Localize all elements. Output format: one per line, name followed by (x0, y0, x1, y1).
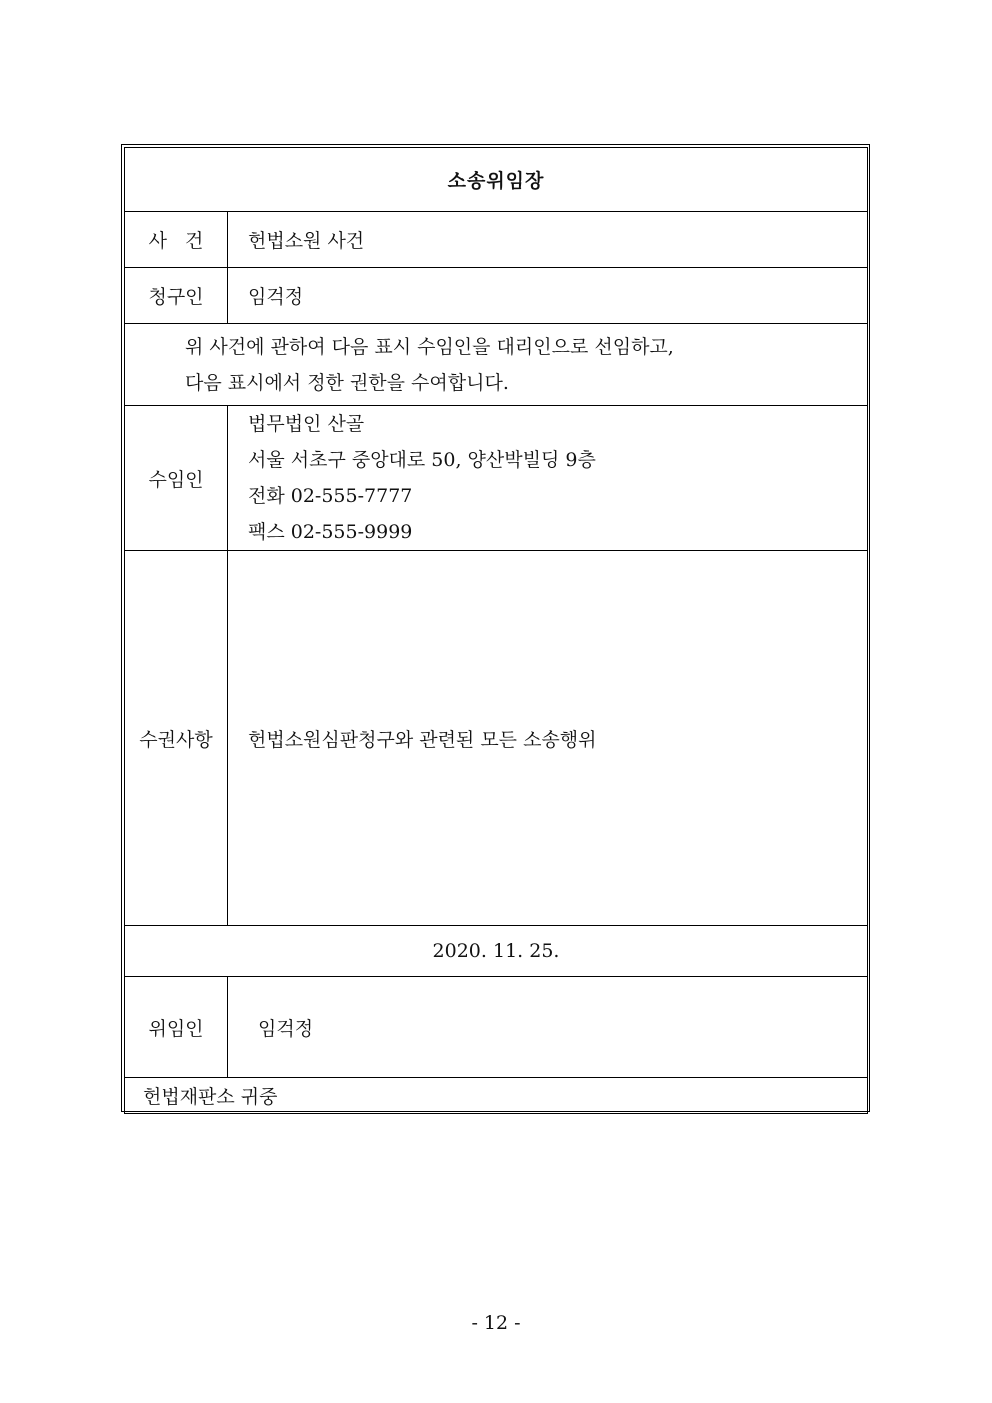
authority-value: 헌법소원심판청구와 관련된 모든 소송행위 (228, 551, 868, 926)
grantor-value: 임걱정 (228, 977, 868, 1078)
attorney-details (228, 406, 868, 551)
claimant-label: 청구인 (125, 268, 228, 324)
grantor-label: 위임인 (125, 977, 228, 1078)
attorney-label: 수임인 (125, 406, 228, 551)
power-of-attorney-form (124, 147, 868, 1114)
attorney-phone: 전화 02-555-7777 (248, 485, 413, 507)
claimant-value: 임걱정 (228, 268, 868, 324)
court-addressee: 헌법재판소 귀중 (125, 1078, 868, 1114)
intro-text (125, 324, 868, 406)
intro-line: 다음 표시에서 정한 권한을 수여합니다. (185, 371, 509, 394)
attorney-address: 서울 서초구 중앙대로 50, 양산박빌딩 9층 (248, 449, 596, 471)
intro-line: 위 사건에 관하여 다음 표시 수임인을 대리인으로 선임하고, (185, 335, 674, 358)
attorney-firm: 법무법인 산골 (248, 413, 365, 435)
case-value: 헌법소원 사건 (228, 212, 868, 268)
case-label: 사건 (125, 212, 228, 268)
document-title: 소송위임장 (125, 148, 868, 212)
document-date: 2020. 11. 25. (125, 926, 868, 977)
authority-label: 수권사항 (125, 551, 228, 926)
page-number: - 12 - (471, 1312, 521, 1334)
attorney-fax: 팩스 02-555-9999 (248, 521, 413, 543)
